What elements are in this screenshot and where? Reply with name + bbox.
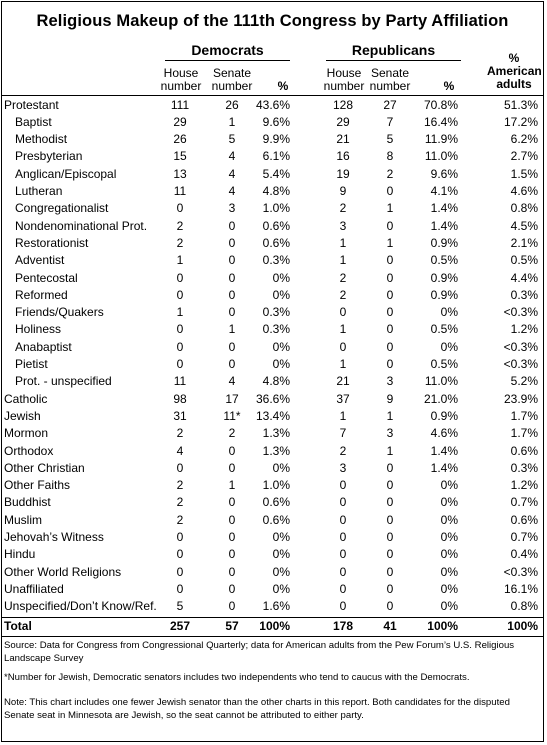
- cell-dem-house: 111: [170, 97, 190, 112]
- table-row: [0, 166, 545, 183]
- cell-adults-pct: 0.8%: [510, 201, 538, 216]
- cell-adults-pct: 0.4%: [510, 547, 538, 562]
- cell-rep-pct: 0.9%: [430, 408, 458, 423]
- cell-rep-senate: 0: [386, 253, 394, 268]
- cell-dem-pct: 0.6%: [262, 495, 290, 510]
- chart-note: Note: This chart includes one fewer Jewish senator than the other charts in this report. Both candidates for the disputed Senate seat in Minnesota are Jewish, so the seat cannot be attributed to either party.: [4, 697, 510, 721]
- cell-dem-senate: 11*: [223, 408, 241, 423]
- cell-dem-pct: 1.6%: [262, 599, 290, 614]
- cell-dem-pct: 0%: [272, 357, 290, 371]
- cell-adults-pct: 4.4%: [510, 270, 538, 285]
- cell-adults-pct: 51.3%: [503, 97, 538, 112]
- cell-dem-house: 2: [176, 512, 184, 527]
- cell-dem-senate: 17: [225, 391, 239, 406]
- cell-dem-senate: 57: [225, 619, 239, 633]
- notes-divider: [2, 636, 543, 637]
- cell-rep-house: 0: [339, 478, 347, 493]
- table-row: [0, 131, 545, 148]
- cell-rep-house: 2: [339, 201, 347, 216]
- cell-dem-pct: 1.0%: [262, 478, 290, 493]
- cell-dem-pct: 0.6%: [262, 218, 290, 233]
- cell-dem-senate: 0: [228, 218, 236, 233]
- row-label: Buddhist: [4, 495, 51, 510]
- cell-rep-house: 0: [339, 547, 347, 562]
- table-row: [0, 218, 545, 235]
- cell-rep-pct: 21.0%: [423, 391, 458, 406]
- cell-rep-senate: 8: [386, 149, 394, 164]
- cell-dem-house: 2: [176, 426, 184, 441]
- cell-adults-pct: 1.2%: [510, 322, 538, 337]
- row-label: Congregationalist: [15, 201, 109, 216]
- cell-dem-house: 2: [176, 478, 184, 493]
- cell-dem-senate: 4: [228, 374, 236, 389]
- table-row: [0, 598, 545, 615]
- cell-rep-senate: 0: [386, 357, 394, 371]
- cell-adults-pct: 23.9%: [503, 391, 538, 406]
- cell-rep-senate: 0: [386, 460, 394, 475]
- cell-rep-house: 0: [339, 305, 347, 320]
- cell-rep-senate: 0: [386, 287, 394, 302]
- cell-rep-house: 19: [336, 166, 350, 181]
- table-row: [0, 114, 545, 131]
- cell-rep-senate: 0: [386, 530, 394, 544]
- cell-dem-pct: 0%: [272, 581, 290, 596]
- cell-dem-house: 1: [176, 253, 184, 268]
- cell-adults-pct: 1.2%: [510, 478, 538, 493]
- table-row: [0, 183, 545, 200]
- table-row: [0, 425, 545, 442]
- row-label: Mormon: [4, 426, 49, 441]
- cell-dem-house: 1: [176, 305, 184, 320]
- cell-adults-pct: 4.5%: [510, 218, 538, 233]
- cell-adults-pct: 2.1%: [510, 235, 538, 250]
- cell-adults-pct: <0.3%: [503, 357, 538, 371]
- cell-dem-senate: 3: [228, 201, 236, 216]
- total-row: [0, 618, 545, 635]
- cell-rep-pct: 0%: [440, 305, 458, 320]
- table-row: [0, 97, 545, 114]
- cell-rep-senate: 1: [386, 201, 394, 216]
- cell-dem-pct: 0%: [272, 564, 290, 579]
- cell-rep-house: 16: [336, 149, 350, 164]
- cell-adults-pct: <0.3%: [503, 305, 538, 320]
- cell-dem-house: 98: [173, 391, 187, 406]
- cell-rep-senate: 3: [386, 374, 394, 389]
- cell-rep-pct: 1.4%: [430, 460, 458, 475]
- page-title: Religious Makeup of the 111th Congress by Party Affiliation: [36, 12, 509, 30]
- cell-rep-house: 0: [339, 530, 347, 544]
- cell-dem-senate: 26: [225, 97, 239, 112]
- row-label: Pietist: [15, 357, 48, 371]
- cell-dem-senate: 0: [228, 547, 236, 562]
- cell-rep-house: 1: [339, 235, 347, 250]
- cell-rep-house: 128: [332, 97, 354, 112]
- row-label: Restorationist: [15, 235, 89, 250]
- cell-rep-pct: 0%: [440, 512, 458, 527]
- cell-adults-pct: 0.6%: [510, 443, 538, 458]
- cell-rep-house: 3: [339, 218, 347, 233]
- cell-rep-house: 0: [339, 581, 347, 596]
- cell-rep-house: 0: [339, 564, 347, 579]
- cell-rep-pct: 1.4%: [430, 201, 458, 216]
- row-label: Adventist: [15, 253, 65, 268]
- cell-dem-house: 0: [176, 201, 184, 216]
- cell-rep-pct: 0.9%: [430, 270, 458, 285]
- cell-dem-pct: 0.6%: [262, 512, 290, 527]
- cell-rep-pct: 16.4%: [423, 114, 458, 129]
- cell-dem-house: 5: [176, 599, 184, 614]
- cell-dem-senate: 4: [228, 149, 236, 164]
- cell-adults-pct: 17.2%: [503, 114, 538, 129]
- source-note: Source: Data for Congress from Congressional Quarterly; data for American adults from the Pew Forum’s U.S. Religious Landscape Survey: [4, 640, 515, 664]
- democrats-group-underline: [165, 60, 290, 61]
- cell-dem-house: 0: [176, 357, 184, 371]
- cell-rep-senate: 0: [386, 564, 394, 579]
- cell-rep-pct: 0%: [440, 599, 458, 614]
- row-label: Nondenominational Prot.: [15, 218, 148, 233]
- cell-adults-pct: 0.3%: [510, 287, 538, 302]
- cell-dem-senate: 0: [228, 495, 236, 510]
- democrats-group-header: Democrats: [191, 42, 264, 58]
- cell-rep-senate: 0: [386, 495, 394, 510]
- republicans-group-underline: [326, 60, 461, 61]
- cell-dem-house: 2: [176, 235, 184, 250]
- cell-rep-pct: 0%: [440, 581, 458, 596]
- cell-rep-pct: 11.9%: [424, 132, 458, 147]
- cell-dem-senate: 4: [228, 184, 236, 198]
- cell-dem-house: 11: [173, 374, 187, 389]
- cell-dem-house: 13: [173, 166, 187, 181]
- cell-dem-house: 0: [176, 322, 184, 337]
- cell-rep-house: 2: [339, 270, 347, 285]
- dem-house-header: House number: [160, 66, 202, 93]
- dem-pct-header: %: [277, 79, 289, 93]
- cell-adults-pct: 5.2%: [510, 374, 538, 389]
- row-label: Anglican/Episcopal: [15, 166, 117, 181]
- cell-rep-pct: 70.8%: [423, 97, 458, 112]
- cell-adults-pct: 100%: [507, 619, 538, 633]
- row-label: Prot. - unspecified: [15, 374, 112, 389]
- cell-rep-senate: 0: [386, 305, 394, 320]
- cell-dem-pct: 0.3%: [262, 305, 290, 320]
- table-row: [0, 235, 545, 252]
- cell-dem-senate: 0: [228, 512, 236, 527]
- row-label: Catholic: [4, 391, 48, 406]
- cell-dem-pct: 0.6%: [262, 235, 290, 250]
- cell-rep-house: 1: [339, 408, 347, 423]
- cell-dem-pct: 36.6%: [255, 391, 290, 406]
- table-row: [0, 252, 545, 269]
- cell-rep-pct: 0.5%: [430, 322, 458, 337]
- table-row: [0, 443, 545, 460]
- cell-dem-pct: 4.8%: [262, 184, 290, 198]
- table-row: [0, 494, 545, 511]
- cell-adults-pct: <0.3%: [503, 339, 538, 354]
- table-row: [0, 581, 545, 598]
- cell-dem-house: 0: [176, 270, 184, 285]
- cell-rep-pct: 9.6%: [430, 166, 458, 181]
- table-row: [0, 546, 545, 563]
- cell-dem-senate: 0: [228, 581, 236, 596]
- cell-dem-senate: 1: [228, 322, 236, 337]
- row-label: Other World Religions: [4, 564, 122, 579]
- table-row: [0, 200, 545, 217]
- cell-rep-pct: 0.9%: [430, 235, 458, 250]
- cell-dem-senate: 0: [228, 287, 236, 302]
- cell-adults-pct: 0.8%: [510, 599, 538, 614]
- cell-rep-house: 21: [336, 374, 350, 389]
- cell-rep-house: 0: [339, 339, 347, 354]
- row-label: Lutheran: [15, 184, 63, 198]
- cell-dem-house: 2: [176, 218, 184, 233]
- cell-adults-pct: 6.2%: [510, 132, 538, 147]
- table-row: [0, 321, 545, 338]
- cell-rep-house: 3: [339, 460, 347, 475]
- cell-dem-senate: 4: [228, 166, 236, 181]
- cell-rep-pct: 0%: [440, 495, 458, 510]
- cell-dem-house: 2: [176, 495, 184, 510]
- row-label: Orthodox: [4, 443, 54, 458]
- cell-dem-house: 0: [176, 339, 184, 354]
- cell-dem-house: 0: [176, 530, 184, 544]
- cell-rep-house: 1: [339, 322, 347, 337]
- cell-dem-house: 4: [176, 443, 184, 458]
- cell-dem-house: 15: [173, 149, 187, 164]
- table-row: [0, 270, 545, 287]
- cell-dem-pct: 13.4%: [255, 408, 290, 423]
- row-label: Pentecostal: [15, 270, 78, 285]
- cell-rep-pct: 0%: [440, 530, 458, 544]
- cell-dem-pct: 0%: [272, 270, 290, 285]
- cell-dem-pct: 6.1%: [262, 149, 290, 164]
- table-row: [0, 460, 545, 477]
- cell-rep-senate: 7: [386, 114, 394, 129]
- cell-dem-senate: 0: [228, 443, 236, 458]
- cell-dem-senate: 0: [228, 270, 236, 285]
- cell-rep-house: 9: [339, 184, 347, 198]
- cell-dem-house: 29: [173, 114, 187, 129]
- cell-rep-house: 1: [339, 357, 347, 371]
- cell-rep-senate: 0: [386, 478, 394, 493]
- dem-senate-header: Senate number: [211, 66, 253, 93]
- cell-rep-house: 21: [336, 132, 350, 147]
- cell-dem-house: 0: [176, 287, 184, 302]
- cell-rep-pct: 100%: [427, 619, 458, 633]
- cell-dem-senate: 2: [228, 426, 236, 441]
- table-row: [0, 148, 545, 165]
- table-row: [0, 512, 545, 529]
- cell-dem-pct: 9.9%: [262, 132, 290, 147]
- table-row: [0, 391, 545, 408]
- cell-adults-pct: <0.3%: [503, 564, 538, 579]
- row-label: Protestant: [4, 97, 59, 112]
- row-label: Unaffiliated: [4, 581, 64, 596]
- cell-rep-house: 29: [336, 114, 350, 129]
- rep-senate-header: Senate number: [369, 66, 411, 93]
- cell-dem-house: 11: [173, 184, 187, 198]
- cell-dem-pct: 5.4%: [262, 166, 290, 181]
- cell-rep-senate: 2: [386, 166, 394, 181]
- cell-dem-pct: 4.8%: [262, 374, 290, 389]
- cell-rep-senate: 0: [386, 547, 394, 562]
- cell-rep-pct: 0.5%: [430, 253, 458, 268]
- cell-dem-senate: 0: [228, 460, 236, 475]
- row-label: Total: [4, 619, 32, 633]
- cell-rep-senate: 0: [386, 184, 394, 198]
- cell-rep-pct: 0%: [440, 478, 458, 493]
- cell-rep-senate: 0: [386, 339, 394, 354]
- cell-rep-pct: 11.0%: [424, 374, 458, 389]
- cell-dem-senate: 0: [228, 339, 236, 354]
- row-label: Baptist: [15, 114, 52, 129]
- footnote: *Number for Jewish, Democratic senators includes two independents who tend to caucus with the Democrats.: [4, 672, 470, 683]
- cell-rep-pct: 0.5%: [430, 357, 458, 371]
- cell-rep-pct: 1.4%: [430, 443, 458, 458]
- cell-rep-senate: 41: [383, 619, 397, 633]
- cell-dem-pct: 0.3%: [262, 322, 290, 337]
- cell-dem-house: 31: [173, 408, 187, 423]
- cell-adults-pct: 1.7%: [510, 408, 538, 423]
- table-row: [0, 564, 545, 581]
- cell-dem-house: 0: [176, 581, 184, 596]
- cell-rep-house: 178: [332, 619, 354, 633]
- cell-adults-pct: 1.5%: [510, 166, 538, 181]
- cell-dem-house: 257: [169, 619, 191, 633]
- cell-dem-senate: 5: [228, 132, 236, 147]
- cell-rep-senate: 5: [386, 132, 394, 147]
- cell-dem-house: 26: [173, 132, 187, 147]
- table-row: [0, 477, 545, 494]
- cell-dem-senate: 0: [228, 530, 236, 544]
- cell-dem-pct: 9.6%: [262, 114, 290, 129]
- cell-adults-pct: 0.3%: [510, 460, 538, 475]
- cell-dem-pct: 0%: [272, 287, 290, 302]
- cell-adults-pct: 1.7%: [510, 426, 538, 441]
- cell-rep-house: 1: [339, 253, 347, 268]
- cell-rep-pct: 0%: [440, 339, 458, 354]
- table-row: [0, 408, 545, 425]
- cell-dem-pct: 0%: [272, 339, 290, 354]
- cell-rep-pct: 11.0%: [424, 149, 458, 164]
- row-label: Holiness: [15, 322, 62, 337]
- cell-dem-pct: 0%: [272, 460, 290, 475]
- table-row: [0, 304, 545, 321]
- cell-rep-pct: 4.6%: [430, 426, 458, 441]
- cell-rep-senate: 9: [386, 391, 394, 406]
- cell-dem-senate: 0: [228, 564, 236, 579]
- cell-dem-senate: 0: [228, 235, 236, 250]
- row-label: Jehovah’s Witness: [4, 530, 104, 544]
- cell-rep-pct: 0%: [440, 564, 458, 579]
- cell-dem-pct: 1.3%: [262, 443, 290, 458]
- cell-adults-pct: 0.6%: [510, 512, 538, 527]
- cell-adults-pct: 2.7%: [510, 149, 538, 164]
- row-label: Presbyterian: [15, 149, 83, 164]
- cell-adults-pct: 4.6%: [510, 184, 538, 198]
- rep-house-header: House number: [323, 66, 365, 93]
- cell-dem-pct: 100%: [259, 619, 290, 633]
- cell-rep-pct: 0%: [440, 547, 458, 562]
- cell-rep-house: 37: [336, 391, 350, 406]
- table-row: [0, 373, 545, 390]
- cell-rep-senate: 1: [386, 408, 394, 423]
- row-label: Friends/Quakers: [15, 305, 104, 320]
- cell-dem-pct: 0%: [272, 547, 290, 562]
- american-adults-header: % American adults: [487, 51, 542, 91]
- table-row: [0, 287, 545, 304]
- rep-pct-header: %: [443, 79, 455, 93]
- table-row: [0, 339, 545, 356]
- cell-dem-senate: 0: [228, 253, 236, 268]
- cell-rep-senate: 0: [386, 512, 394, 527]
- row-label: Hindu: [4, 547, 36, 562]
- cell-rep-house: 0: [339, 495, 347, 510]
- cell-dem-senate: 1: [228, 114, 236, 129]
- row-label: Anabaptist: [15, 339, 72, 354]
- row-label: Other Faiths: [4, 478, 71, 493]
- cell-rep-senate: 0: [386, 270, 394, 285]
- cell-rep-senate: 0: [386, 218, 394, 233]
- cell-rep-house: 7: [339, 426, 347, 441]
- cell-rep-house: 0: [339, 599, 347, 614]
- cell-adults-pct: 0.7%: [510, 530, 538, 544]
- cell-adults-pct: 16.1%: [503, 581, 538, 596]
- cell-rep-house: 2: [339, 443, 347, 458]
- table-row: [0, 529, 545, 546]
- cell-rep-senate: 27: [383, 97, 397, 112]
- table-row: [0, 356, 545, 373]
- cell-rep-house: 0: [339, 512, 347, 527]
- cell-dem-senate: 0: [228, 357, 236, 371]
- cell-dem-senate: 0: [228, 599, 236, 614]
- cell-rep-senate: 0: [386, 599, 394, 614]
- cell-dem-senate: 1: [228, 478, 236, 493]
- cell-rep-senate: 0: [386, 322, 394, 337]
- cell-rep-senate: 1: [386, 443, 394, 458]
- cell-rep-senate: 0: [386, 581, 394, 596]
- cell-adults-pct: 0.7%: [510, 495, 538, 510]
- cell-rep-pct: 1.4%: [430, 218, 458, 233]
- cell-rep-pct: 4.1%: [430, 184, 458, 198]
- cell-adults-pct: 0.5%: [510, 253, 538, 268]
- cell-dem-pct: 1.3%: [262, 426, 290, 441]
- cell-rep-senate: 1: [386, 235, 394, 250]
- row-label: Methodist: [15, 132, 68, 147]
- row-label: Reformed: [15, 287, 68, 302]
- cell-dem-pct: 1.0%: [262, 201, 290, 216]
- cell-dem-house: 0: [176, 547, 184, 562]
- cell-rep-pct: 0.9%: [430, 287, 458, 302]
- row-label: Jewish: [4, 408, 41, 423]
- row-label: Muslim: [4, 512, 42, 527]
- republicans-group-header: Republicans: [351, 42, 436, 58]
- cell-dem-senate: 0: [228, 305, 236, 320]
- cell-rep-senate: 3: [386, 426, 394, 441]
- cell-rep-house: 2: [339, 287, 347, 302]
- cell-dem-pct: 0%: [272, 530, 290, 544]
- cell-dem-house: 0: [176, 564, 184, 579]
- cell-dem-pct: 43.6%: [255, 97, 290, 112]
- cell-dem-pct: 0.3%: [262, 253, 290, 268]
- cell-dem-house: 0: [176, 460, 184, 475]
- row-label: Other Christian: [4, 460, 85, 475]
- row-label: Unspecified/Don’t Know/Ref.: [4, 599, 157, 614]
